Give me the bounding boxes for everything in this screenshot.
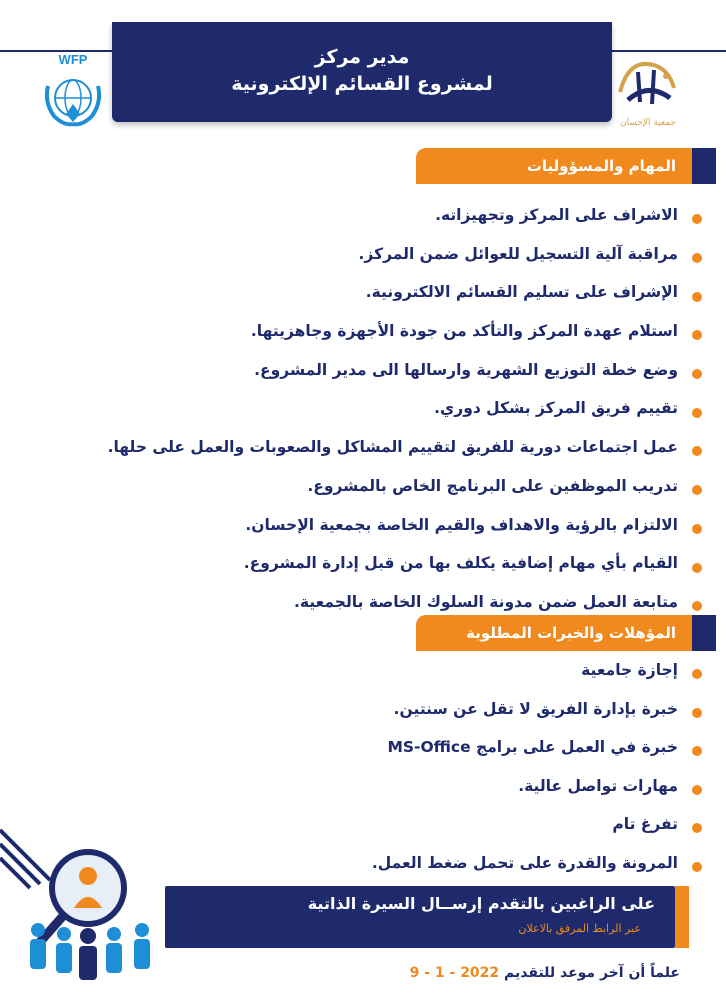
list-item: وضع خطة التوزيع الشهرية وارسالها الى مدير المشروع. (20, 355, 706, 394)
bullet-dot-icon (692, 485, 702, 495)
al-ihsan-logo (608, 52, 688, 136)
list-item: متابعة العمل ضمن مدونة السلوك الخاصة بالجمعية. (20, 587, 706, 626)
title-block (132, 26, 592, 116)
bullet-dot-icon (692, 563, 702, 573)
al-ihsan-caption: جمعية الإحسان (619, 118, 677, 128)
team-magnifier-icon (18, 838, 168, 988)
al-ihsan-calligraphy-logo (608, 52, 688, 122)
apply-banner (165, 886, 675, 948)
list-item: إجازة جامعية (20, 655, 706, 694)
list-item: عمل اجتماعات دورية للفريق لتقييم المشاكل والصعوبات والعمل على حلها. (20, 432, 706, 471)
bullet-dot-icon (692, 708, 702, 718)
bullet-dot-icon (692, 253, 702, 263)
bullet-dot-icon (692, 524, 702, 534)
section-responsibilities-title: المهام والمسؤوليات (526, 157, 676, 175)
deadline-line (380, 965, 680, 981)
list-item: المرونة والقدرة على تحمل ضغط العمل. (20, 848, 706, 887)
list-item: الاشراف على المركز وتجهيزاته. (20, 200, 706, 239)
bullet-dot-icon (692, 446, 702, 456)
section-responsibilities-header (416, 148, 716, 184)
apply-link-note[interactable]: عبر الرابط المرفق بالاعلان (518, 922, 641, 935)
deadline-date: 9 - 1 - 2022 (409, 965, 500, 981)
job-title-line1: مدير مركز (314, 46, 410, 68)
list-item: مراقبة آلية التسجيل للعوائل ضمن المركز. (20, 239, 706, 278)
apply-instruction: على الراغبين بالتقدم إرســال السيرة الذاتية (307, 894, 655, 913)
wfp-logo-text: WFP (58, 52, 88, 67)
bullet-dot-icon (692, 214, 702, 224)
bullet-dot-icon (692, 369, 702, 379)
responsibilities-list (20, 200, 706, 626)
list-item: خبرة في العمل على برامج MS-Office (20, 732, 706, 771)
list-item: مهارات تواصل عالية. (20, 771, 706, 810)
wfp-wheat-globe-icon (38, 68, 108, 132)
bullet-dot-icon (692, 823, 702, 833)
list-item: القيام بأي مهام إضافية يكلف بها من قبل إدارة المشروع. (20, 548, 706, 587)
deadline-label: علماً أن آخر موعد للتقديم (504, 965, 680, 981)
bullet-dot-icon (692, 408, 702, 418)
list-item: خبرة بإدارة الفريق لا تقل عن سنتين. (20, 694, 706, 733)
list-item: تقييم فريق المركز بشكل دوري. (20, 393, 706, 432)
bullet-dot-icon (692, 601, 702, 611)
bullet-dot-icon (692, 862, 702, 872)
list-item: تدريب الموظفين على البرنامج الخاص بالمشروع. (20, 471, 706, 510)
bullet-dot-icon (692, 746, 702, 756)
list-item: استلام عهدة المركز والتأكد من جودة الأجهزة وجاهزيتها. (20, 316, 706, 355)
section-qualifications-title: المؤهلات والخبرات المطلوبة (466, 624, 676, 642)
bullet-dot-icon (692, 292, 702, 302)
list-item: تفرغ تام (20, 809, 706, 848)
bullet-dot-icon (692, 785, 702, 795)
wfp-logo (38, 50, 108, 130)
job-title-line2: لمشروع القسائم الإلكترونية (231, 73, 493, 95)
list-item: الالتزام بالرؤية والاهداف والقيم الخاصة بجمعية الإحسان. (20, 510, 706, 549)
bullet-dot-icon (692, 330, 702, 340)
section-qualifications-header (416, 615, 716, 651)
apply-banner-accent (675, 886, 689, 948)
bullet-dot-icon (692, 669, 702, 679)
list-item: الإشراف على تسليم القسائم الالكترونية. (20, 277, 706, 316)
